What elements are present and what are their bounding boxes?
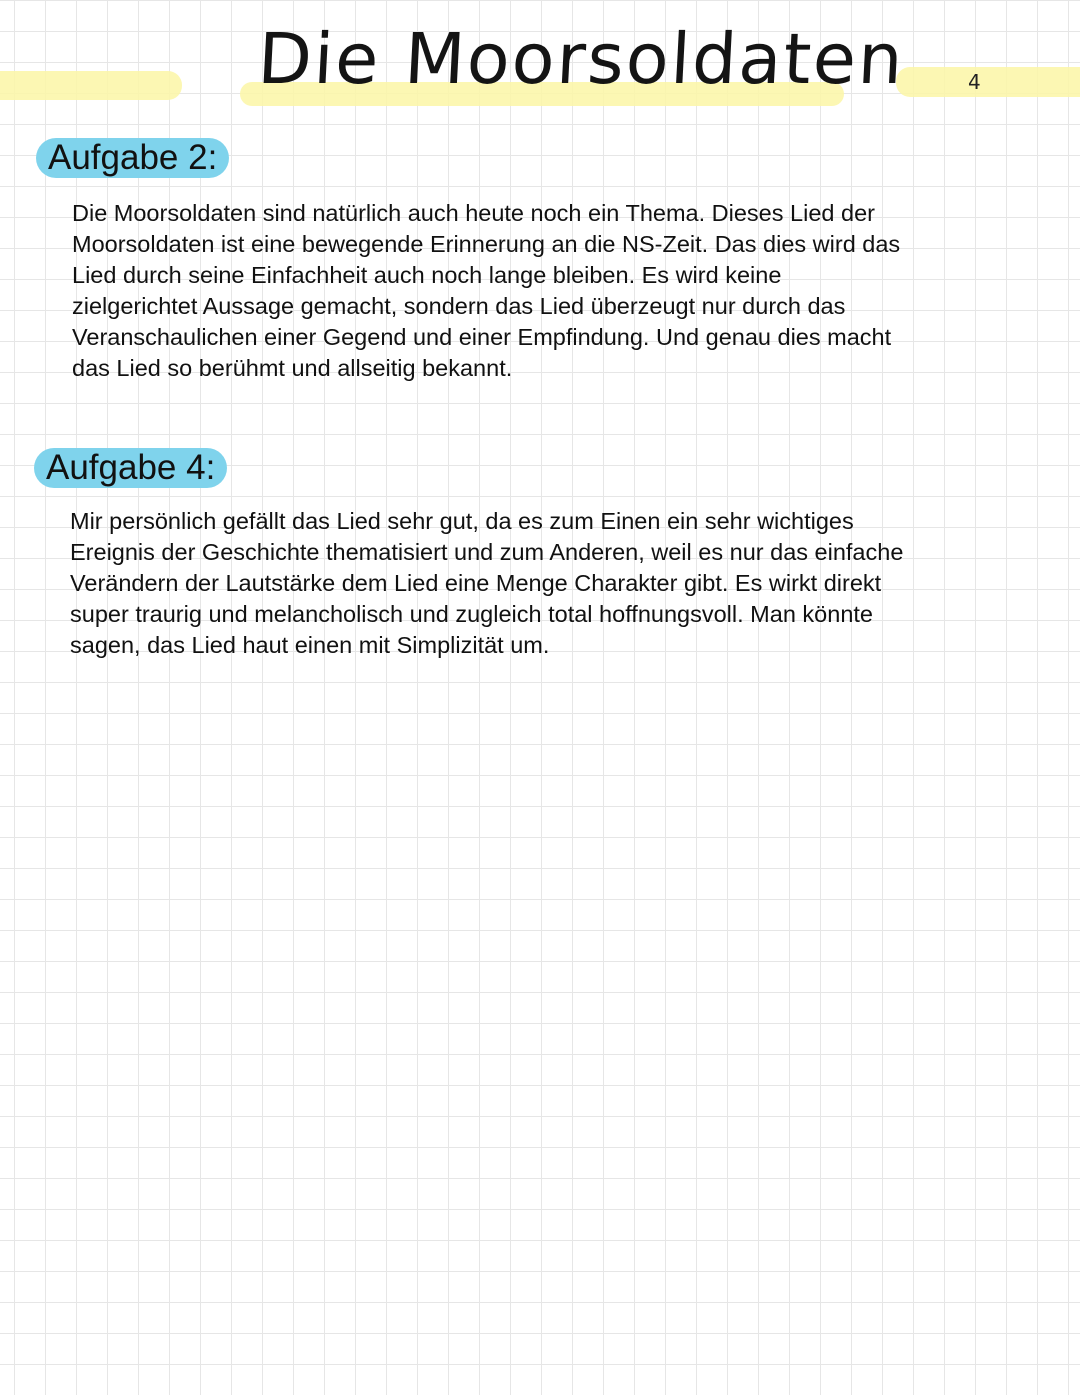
page-title: Die Moorsoldaten (255, 18, 907, 100)
highlighter-strip-left (0, 71, 182, 100)
section-body-aufgabe-4: Mir persönlich gefällt das Lied sehr gut, da es zum Einen ein sehr wichtiges Ereignis der Geschichte thematisiert und zum Anderen, weil es nur das einfache Verändern der Lautstärke dem Lied eine Menge Charakter gibt. Es wirkt direkt super traurig und melancholisch und zugleich total hoffnungsvoll. Man könnte sagen, das Lied haut einen mit Simplizität um. (70, 508, 904, 658)
page-number: 4 (968, 70, 981, 94)
highlighter-strip-right (896, 67, 1080, 97)
section-heading-aufgabe-4: Aufgabe 4: (34, 448, 227, 488)
section-heading-aufgabe-2: Aufgabe 2: (36, 138, 229, 178)
section-body-aufgabe-2: Die Moorsoldaten sind natürlich auch heute noch ein Thema. Dieses Lied der Moorsoldaten ist eine bewegende Erinnerung an die NS-Zeit. Das dies wird das Lied durch seine Einfachheit auch noch lange bleiben. Es wird keine zielgerichtet Aussage gemacht, sondern das Lied überzeugt nur durch das Veranschaulichen einer Gegend und einer Empfindung. Und genau dies macht das Lied so berühmt und allseitig bekannt. (72, 200, 901, 381)
